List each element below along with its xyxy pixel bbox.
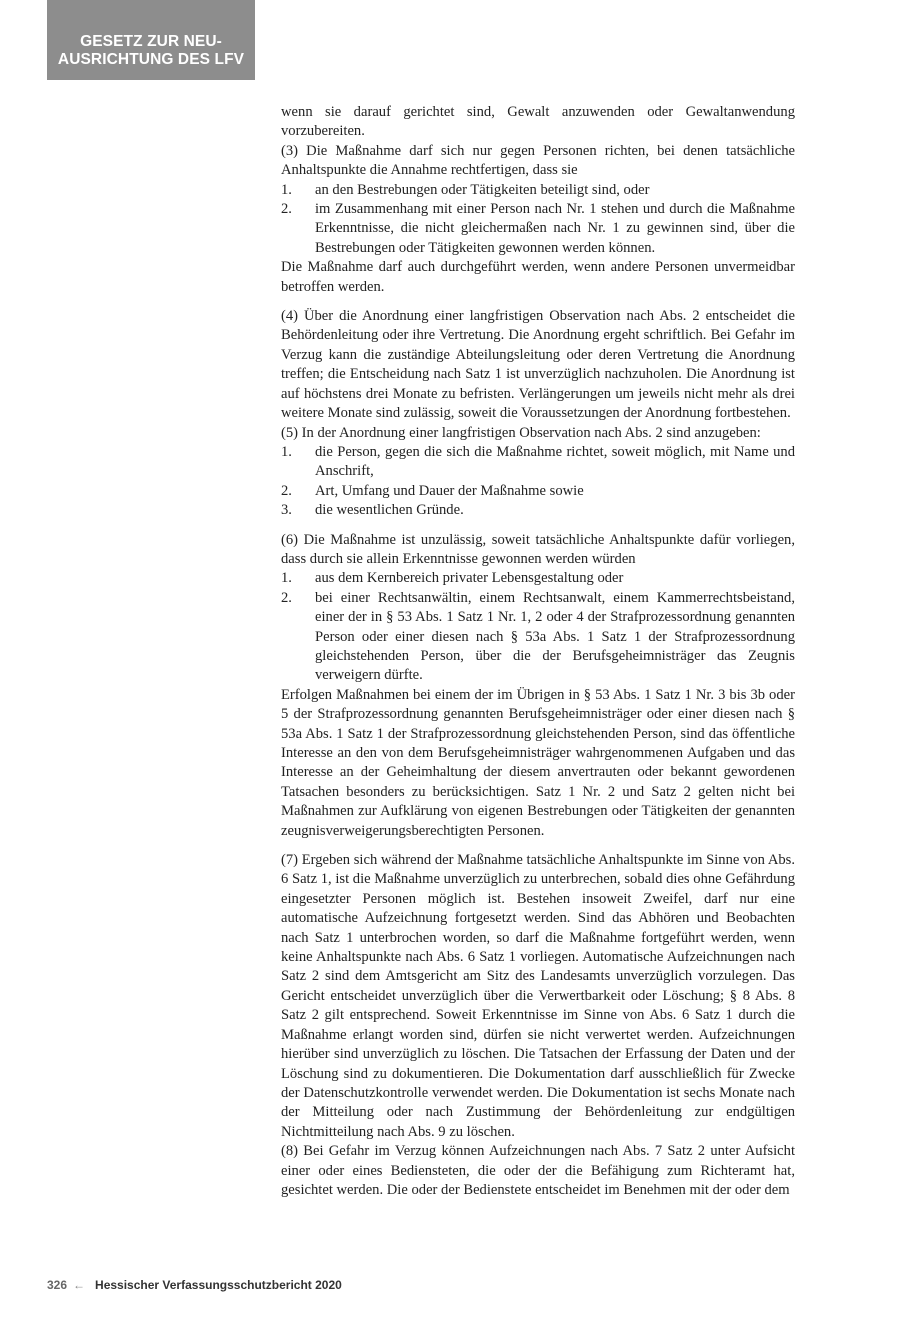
list-text: aus dem Kernbereich privater Lebensgestaltung oder [315, 570, 624, 587]
section-4: (4) Über die Anordnung einer langfristigen Observation nach Abs. 2 entscheidet die Behördenleitung oder ihre Vertretung. Die Anordnung ergeht schriftlich. Bei Gefahr im Verzug kann die zuständige Abteilungsleitung oder deren Vertretung die Anordnung treffen; die Entscheidung nach Satz 1 ist unverzüglich nachzuholen. Die Anordnung ist auf höchstens drei Monate zu befristen. Verlängerungen um jeweils nicht mehr als drei weitere Monate sind zulässig, soweit die Voraussetzungen der Anordnung fortbestehen. [281, 308, 795, 422]
page-number: 326 [47, 1278, 68, 1292]
list-number: 2. [281, 589, 292, 606]
chapter-title-line-1: GESETZ ZUR NEU- [80, 33, 222, 50]
list-item [281, 200, 795, 258]
list-item [281, 181, 795, 200]
list-number: 2. [281, 201, 292, 218]
section-6 [281, 531, 795, 842]
section-5-lead: (5) In der Anordnung einer langfristigen Observation nach Abs. 2 sind anzugeben: [281, 424, 761, 441]
section-3 [281, 142, 795, 297]
publication-title: Hessischer Verfassungsschutzbericht 2020 [95, 1278, 342, 1292]
section-6-lead: (6) Die Maßnahme ist unzulässig, soweit tatsächliche Anhaltspunkte dafür vorliegen, dass durch sie allein Erkenntnisse gewonnen werden würden [281, 531, 795, 567]
list-text: die wesentlichen Gründe. [315, 502, 464, 519]
list-number: 1. [281, 570, 292, 587]
body-text [281, 103, 795, 1200]
list-item [281, 443, 795, 482]
section-3-lead: (3) Die Maßnahme darf sich nur gegen Personen richten, bei denen tatsächliche Anhaltspunkte die Annahme rechtfertigen, dass sie [281, 142, 795, 179]
list-number: 3. [281, 502, 292, 519]
list-number: 2. [281, 482, 292, 499]
list-item [281, 569, 795, 588]
section-6-tail: Erfolgen Maßnahmen bei einem der im Übrigen in § 53 Abs. 1 Satz 1 Nr. 3 bis 3b oder 5 der Strafprozessordnung genannten Berufsgeheimnisträger oder einer diesen nach § 53a Abs. 1 Satz 1 der Strafprozessordnung gleichstehenden Person, sind das öffentliche Interesse an den von dem Berufsgeheimnisträger wahrgenommenen Aufgaben und das Interesse an der Geheimhaltung der diesem anvertrauten oder bekannt gewordenen Tatsachen besonders zu berücksichtigen. Satz 1 Nr. 2 und Satz 2 gelten nicht bei Maßnahmen zur Aufklärung von eigenen Bestrebungen oder Tätigkeiten der genannten zeugnisverweigerungsberechtigten Personen. [281, 686, 795, 839]
intro-paragraph: wenn sie darauf gerichtet sind, Gewalt anzuwenden oder Gewaltanwendung vorzubereiten. [281, 104, 795, 140]
list-item [281, 589, 795, 686]
list-text: an den Bestrebungen oder Tätigkeiten beteiligt sind, oder [315, 181, 650, 198]
list-text: die Person, gegen die sich die Maßnahme richtet, soweit möglich, mit Name und Anschrift, [315, 443, 795, 480]
list-item [281, 482, 795, 501]
page-footer [47, 1278, 342, 1292]
list-text: Art, Umfang und Dauer der Maßnahme sowie [315, 482, 584, 499]
chapter-header [47, 0, 255, 80]
section-8: (8) Bei Gefahr im Verzug können Aufzeichnungen nach Abs. 7 Satz 2 unter Aufsicht einer oder eines Bediensteten, die oder der die Befähigung zum Richteramt hat, gesichtet werden. Die oder der Bedienstete entscheidet im Benehmen mit der oder dem [281, 1143, 795, 1198]
list-text: im Zusammenhang mit einer Person nach Nr. 1 stehen und durch die Maßnahme Erkenntnisse, die nicht gleichermaßen nach Nr. 1 zu gewinnen sind, über die Bestrebungen oder Tätigkeiten gewonnen werden können. [315, 201, 795, 256]
list-text: bei einer Rechtsanwältin, einem Rechtsanwalt, einem Kammerrechtsbeistand, einer der in § 53 Abs. 1 Satz 1 Nr. 1, 2 oder 4 der Strafprozessordnung genannten Person oder einer diesen nach § 53a Abs. 1 Satz 1 der Strafprozessordnung gleichstehenden Person, über die der Berufsgeheimnisträger das Zeugnis verweigern dürfte. [315, 589, 795, 684]
section-7: (7) Ergeben sich während der Maßnahme tatsächliche Anhaltspunkte im Sinne von Abs. 6 Satz 1, ist die Maßnahme unverzüglich zu unterbrechen, sobald dies ohne Gefährdung eingesetzter Personen möglich ist. Bestehen insoweit Zweifel, darf nur eine automatische Aufzeichnung fortgesetzt werden. Sind das Abhören und Beobachten nach Satz 1 unterbrochen worden, so darf die Maßnahme fortgeführt werden, wenn keine Anhaltspunkte nach Abs. 6 Satz 1 vorliegen. Automatische Aufzeichnungen nach Satz 2 sind dem Amtsgericht am Sitz des Landesamts unverzüglich vorzulegen. Das Gericht entscheidet unverzüglich über die Verwertbarkeit oder Löschung; § 8 Abs. 8 Satz 2 gilt entsprechend. Soweit Erkenntnisse im Sinne von Abs. 6 Satz 1 durch die Maßnahme erlangt worden sind, dürfen sie nicht verwertet werden. Aufzeichnungen hierüber sind unverzüglich zu löschen. Die Tatsachen der Erfassung der Daten und der Löschung sind zu dokumentieren. Die Dokumentation darf ausschließlich für Zwecke der Datenschutzkontrolle verwendet werden. Die Dokumentation ist sechs Monate nach der Mitteilung oder nach Zustimmung der Behördenleitung zur endgültigen Nichtmitteilung nach Abs. 9 zu löschen. [281, 852, 795, 1140]
list-number: 1. [281, 443, 292, 460]
chapter-title [47, 33, 255, 80]
arrow-left-icon[interactable]: ← [73, 1278, 86, 1292]
section-3-tail: Die Maßnahme darf auch durchgeführt werden, wenn andere Personen unvermeidbar betroffen werden. [281, 259, 795, 295]
chapter-title-line-2: AUSRICHTUNG DES LFV [57, 51, 245, 68]
list-item [281, 501, 795, 520]
section-5 [281, 424, 795, 521]
list-number: 1. [281, 181, 292, 198]
